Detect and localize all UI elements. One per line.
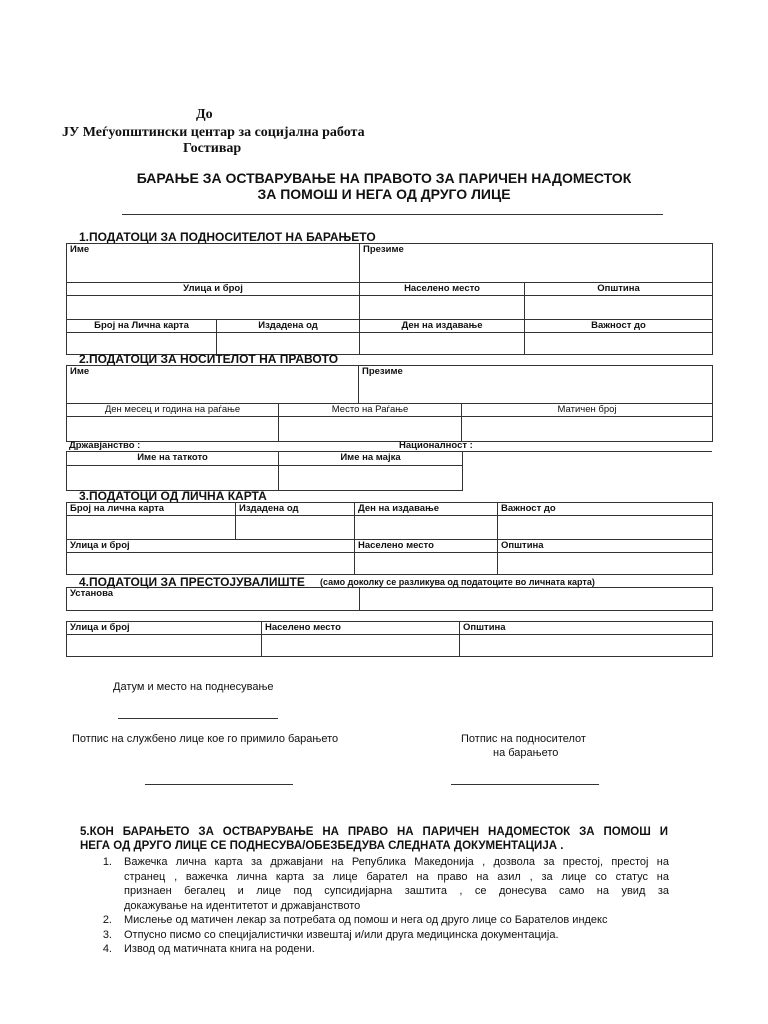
- section5-heading-line1: 5.КОН БАРАЊЕТО ЗА ОСТВАРУВАЊЕ НА ПРАВО НА ПАРИЧЕН НАДОМЕСТОК ЗА ПОМОШ И: [80, 826, 668, 838]
- official-signature-label: Потпис на службено лице кое го примило барањето: [72, 733, 339, 745]
- id-card-issue-date-label: Ден на издавање: [355, 503, 498, 516]
- title-underline: [122, 214, 663, 215]
- mother-name-input[interactable]: [279, 465, 463, 490]
- id-card-valid-until-label: Важност до: [498, 503, 713, 516]
- id-card-number-input[interactable]: [67, 516, 236, 540]
- item-text-line: признаен бегалец и лице под супсидијарна заштита , се донесува само на увид за: [124, 885, 669, 897]
- applicant-issue-date-input[interactable]: [360, 333, 525, 355]
- residence-institution-field[interactable]: [67, 588, 360, 611]
- label: Презиме: [362, 366, 403, 377]
- form-title-line1: БАРАЊЕ ЗА ОСТВАРУВАЊЕ НА ПРАВОТО ЗА ПАРИЧЕН НАДОМЕСТОК: [136, 170, 632, 186]
- official-signature-line[interactable]: [145, 784, 293, 785]
- label: Име: [70, 366, 90, 377]
- applicant-municipality-input[interactable]: [525, 296, 713, 320]
- applicant-surname-field[interactable]: [360, 244, 713, 283]
- applicant-municipality-label: Општина: [525, 283, 713, 296]
- beneficiary-surname-field[interactable]: [359, 366, 713, 404]
- applicant-table: [66, 243, 713, 355]
- residence-institution-input[interactable]: [360, 588, 713, 611]
- applicant-id-label: Број на Лична карта: [67, 320, 217, 333]
- applicant-name-field[interactable]: [67, 244, 360, 283]
- section4-note: (само доколку се разликува од податоците во личната карта): [320, 577, 595, 587]
- item-number: 2.: [102, 914, 112, 926]
- father-name-input[interactable]: [67, 465, 279, 490]
- emb-label: Матичен број: [462, 404, 713, 417]
- item-text-line: Мислење од матичен лекар за потребата од помош и нега од друго лице со Барателов индекс: [124, 914, 608, 926]
- father-name-label: Име на таткото: [67, 452, 279, 465]
- id-card-issued-by-label: Издадена од: [236, 503, 355, 516]
- form-title-line2: ЗА ПОМОШ И НЕГА ОД ДРУГО ЛИЦЕ: [257, 186, 511, 202]
- residence-municipality-input[interactable]: [460, 635, 713, 657]
- id-card-table: [66, 502, 713, 575]
- id-card-street-label: Улица и број: [67, 540, 355, 553]
- id-card-issue-date-input[interactable]: [355, 516, 498, 540]
- item-text-line: странец , важечка лична карта за лице барател на право на азил , за лице со статус на: [124, 870, 669, 883]
- item-text-line: Извод од матичната книга на родени.: [124, 943, 315, 955]
- birth-date-label: Ден месец и година на раѓање: [67, 404, 279, 417]
- beneficiary-name-field[interactable]: [67, 366, 359, 404]
- emb-input[interactable]: [462, 417, 713, 442]
- applicant-settlement-label: Населено место: [360, 283, 525, 296]
- recipient-institution: ЈУ Меѓуопштински центар за социјална работа: [62, 125, 365, 140]
- label: Презиме: [363, 244, 404, 255]
- applicant-street-label: Улица и број: [67, 283, 360, 296]
- id-card-street-input[interactable]: [67, 553, 355, 575]
- id-card-valid-until-input[interactable]: [498, 516, 713, 540]
- applicant-street-input[interactable]: [67, 296, 360, 320]
- section1-heading: 1.ПОДАТОЦИ ЗА ПОДНОСИТЕЛОТ НА БАРАЊЕТО: [79, 230, 376, 244]
- documents-list: [0, 855, 768, 965]
- residence-table: [66, 587, 713, 611]
- id-card-issued-by-input[interactable]: [236, 516, 355, 540]
- parents-table: [66, 452, 463, 491]
- section3-heading: 3.ПОДАТОЦИ ОД ЛИЧНА КАРТА: [79, 489, 267, 503]
- item-text-line: докажување на идентитетот и државјанството: [124, 899, 361, 912]
- applicant-issue-date-label: Ден на издавање: [360, 320, 525, 333]
- item-number: 1.: [102, 856, 112, 868]
- id-card-municipality-label: Општина: [498, 540, 713, 553]
- citizenship-label: Државјанство :: [69, 440, 141, 451]
- residence-address-table: [66, 621, 713, 657]
- recipient-to: До: [196, 107, 213, 122]
- nationality-label: Националност :: [399, 440, 473, 451]
- birth-place-input[interactable]: [279, 417, 462, 442]
- beneficiary-table: [66, 365, 713, 442]
- residence-street-label: Улица и број: [67, 622, 262, 635]
- residence-settlement-input[interactable]: [262, 635, 460, 657]
- residence-municipality-label: Општина: [460, 622, 713, 635]
- birth-date-input[interactable]: [67, 417, 279, 442]
- applicant-signature-label-1: Потпис на подносителот: [461, 733, 586, 745]
- applicant-valid-until-input[interactable]: [525, 333, 713, 355]
- recipient-city: Гостивар: [183, 141, 242, 156]
- applicant-signature-label-2: на барањето: [493, 747, 559, 759]
- birth-place-label: Место на Раѓање: [279, 404, 462, 417]
- id-card-municipality-input[interactable]: [498, 553, 713, 575]
- section2-heading: 2.ПОДАТОЦИ ЗА НОСИТЕЛОТ НА ПРАВОТО: [79, 352, 339, 366]
- applicant-valid-until-label: Важност до: [525, 320, 713, 333]
- id-card-settlement-label: Населено место: [355, 540, 498, 553]
- item-text-line: Отпусно писмо со специјалистички извештај и/или друга медицинска документација.: [124, 928, 559, 941]
- id-card-number-label: Број на лична карта: [67, 503, 236, 516]
- residence-settlement-label: Населено место: [262, 622, 460, 635]
- label: Име: [70, 244, 90, 255]
- item-number: 3.: [102, 928, 112, 941]
- applicant-signature-line[interactable]: [451, 784, 599, 785]
- applicant-issued-by-label: Издадена од: [217, 320, 360, 333]
- date-place-label: Датум и место на поднесување: [113, 681, 274, 693]
- item-text-line: Важечка лична карта за државјани на Република Македонија , дозвола за престој, престој на: [124, 856, 669, 868]
- date-place-line[interactable]: [118, 718, 278, 719]
- label: Установа: [70, 588, 114, 599]
- section4-heading: 4.ПОДАТОЦИ ЗА ПРЕСТОЈУВАЛИШТЕ: [79, 575, 305, 589]
- section5-heading-line2: НЕГА ОД ДРУГО ЛИЦЕ СЕ ПОДНЕСУВА/ОБЕЗБЕДУВА СЛЕДНАТА ДОКУМЕНТАЦИЈА .: [80, 840, 564, 852]
- applicant-settlement-input[interactable]: [360, 296, 525, 320]
- id-card-settlement-input[interactable]: [355, 553, 498, 575]
- residence-street-input[interactable]: [67, 635, 262, 657]
- mother-name-label: Име на мајка: [279, 452, 463, 465]
- item-number: 4.: [102, 943, 112, 955]
